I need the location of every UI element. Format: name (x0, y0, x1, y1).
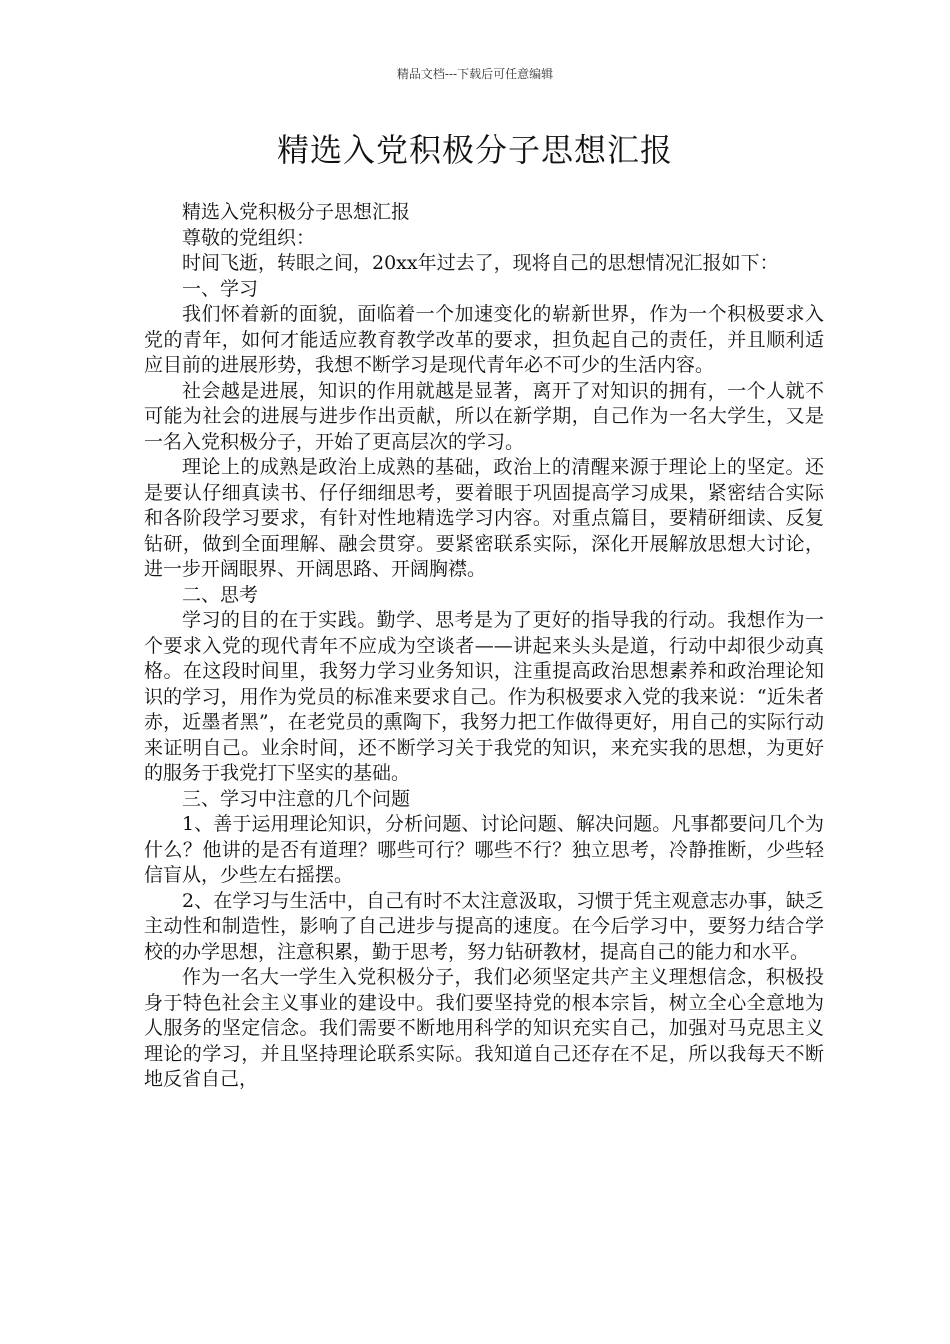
document-title: 精选入党积极分子思想汇报 (276, 131, 673, 169)
section-heading-thinking: 二、思考 (182, 583, 259, 606)
paragraph-thinking: 学习的目的在于实践。勤学、思考是为了更好的指导我的行动。我想作为一个要求入党的现代青年不应成为空谈者——讲起来头头是道，行动中却很少动真格。在这段时间里，我努力学习业务知识，注重提高政治思想素养和政治理论知识的学习，用作为党员的标准来要求自己。作为积极要求入党的我来说：“近朱者赤，近墨者黑”，在老党员的熏陶下，我努力把工作做得更好，用自己的实际行动来证明自己。业余时间，还不断学习关于我党的知识，来充实我的思想，为更好的服务于我党打下坚实的基础。 (144, 609, 824, 784)
paragraph-study-2: 社会越是进展，知识的作用就越是显著，离开了对知识的拥有，一个人就不可能为社会的进展与进步作出贡献，所以在新学期，自己作为一名大学生，又是一名入党积极分子，开始了更高层次的学习。 (144, 379, 824, 453)
paragraph-subtitle: 精选入党积极分子思想汇报 (182, 201, 411, 223)
document-body (144, 200, 824, 1093)
paragraph-study-1: 我们怀着新的面貌，面临着一个加速变化的崭新世界，作为一个积极要求入党的青年，如何才能适应教育教学改革的要求，担负起自己的责任，并且顺利适应目前的进展形势，我想不断学习是现代青年必不可少的生活内容。 (144, 303, 824, 376)
paragraph-issue-2: 2、在学习与生活中，自己有时不太注意汲取，习惯于凭主观意志办事，缺乏主动性和制造性，影响了自己进步与提高的速度。在今后学习中，要努力结合学校的办学思想，注意积累，勤于思考，努力钻研教材，提高自己的能力和水平。 (144, 889, 824, 963)
page-header: 精品文档---下载后可任意编辑 (396, 67, 554, 81)
paragraph-study-3: 理论上的成熟是政治上成熟的基础，政治上的清醒来源于理论上的坚定。还是要认仔细真读书、仔仔细细思考，要着眼于巩固提高学习成果，紧密结合实际和各阶段学习要求，有针对性地精选学习内容。对重点篇目，要精研细读、反复钻研，做到全面理解、融会贯穿。要紧密联系实际，深化开展解放思想大讨论，进一步开阔眼界、开阔思路、开阔胸襟。 (144, 456, 824, 580)
section-heading-issues: 三、学习中注意的几个问题 (182, 787, 411, 810)
section-heading-study: 一、学习 (182, 277, 259, 300)
paragraph-issue-1: 1、善于运用理论知识，分析问题、讨论问题、解决问题。凡事都要问几个为什么？他讲的是否有道理？哪些可行？哪些不行？独立思考，冷静推断，少些轻信盲从，少些左右摇摆。 (144, 813, 824, 886)
paragraph-conclusion: 作为一名大一学生入党积极分子，我们必须坚定共产主义理想信念，积极投身于特色社会主义事业的建设中。我们要坚持党的根本宗旨，树立全心全意地为人服务的坚定信念。我们需要不断地用科学的知识充实自己，加强对马克思主义理论的学习，并且坚持理论联系实际。我知道自己还存在不足，所以我每天不断地反省自己， (144, 966, 824, 1090)
paragraph-intro: 时间飞逝，转眼之间，20xx年过去了，现将自己的思想情况汇报如下： (182, 252, 779, 274)
paragraph-salutation: 尊敬的党组织： (182, 226, 316, 249)
